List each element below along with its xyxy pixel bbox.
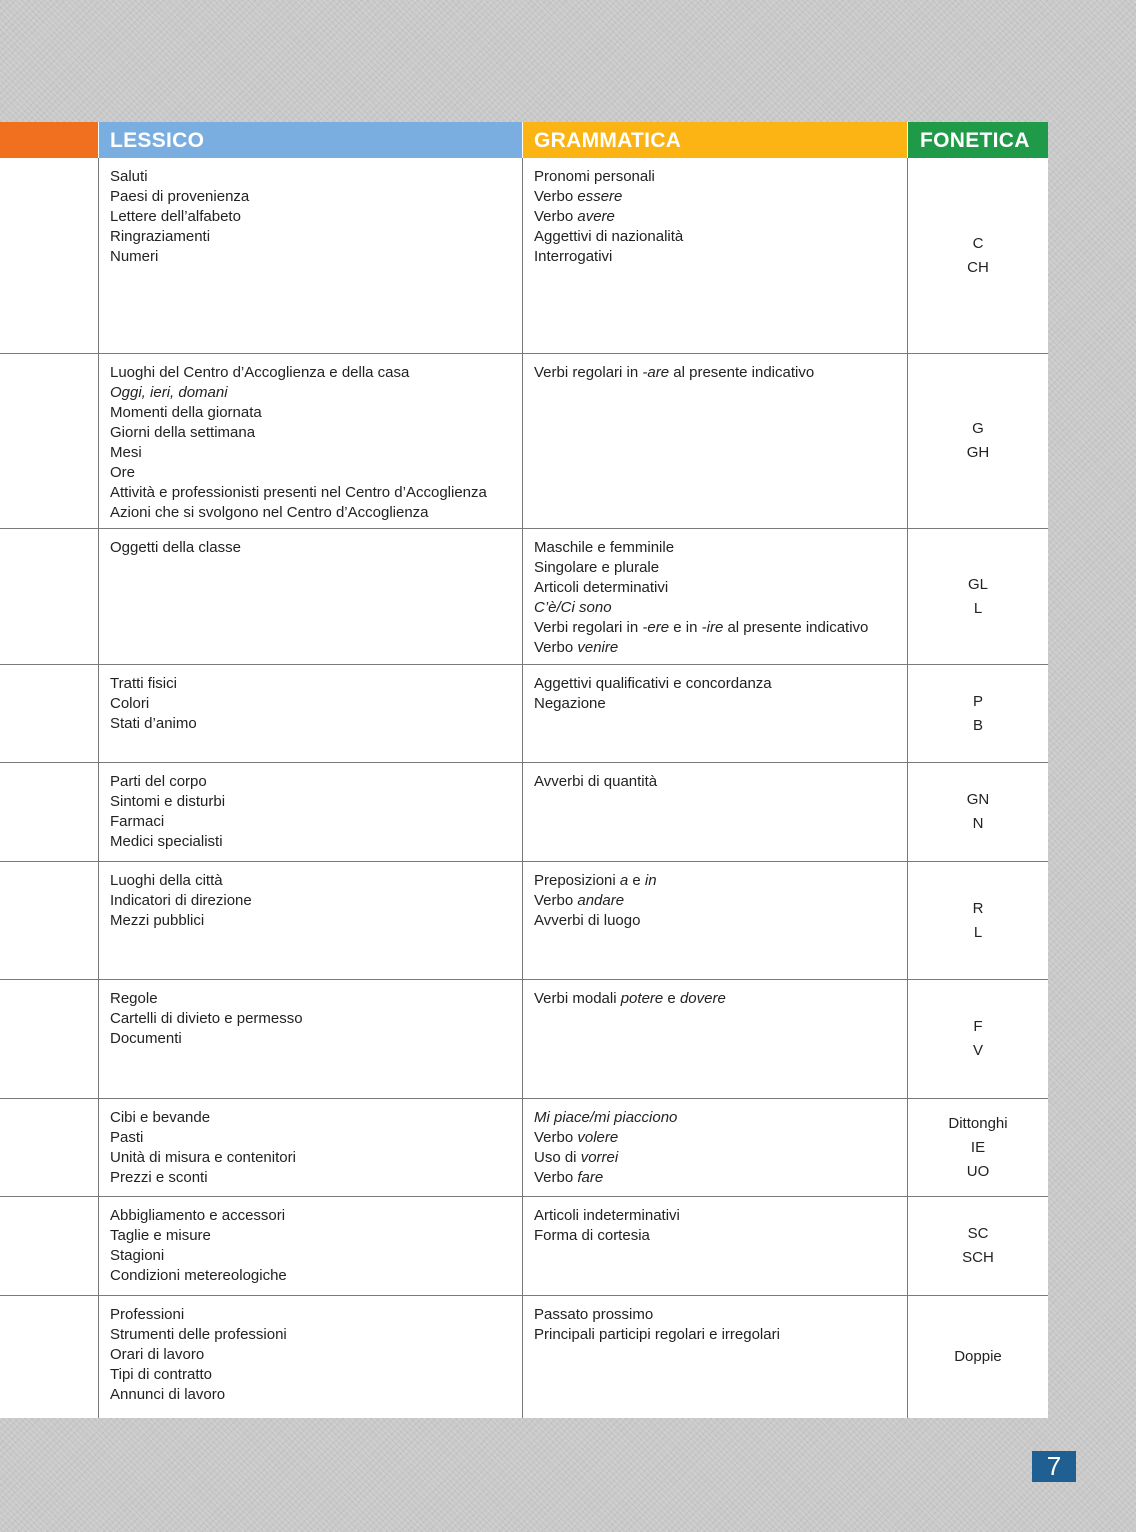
- table-row: [0, 664, 1048, 762]
- lessico-item: Medici specialisti: [110, 833, 223, 850]
- lessico-cell: [99, 665, 522, 762]
- table-row: [0, 158, 1048, 353]
- grammatica-item: [534, 694, 896, 714]
- grammatica-item: [534, 1108, 896, 1128]
- lessico-item: Ringraziamenti: [110, 228, 211, 245]
- fonetica-item: Dittonghi: [948, 1114, 1008, 1132]
- grammatica-item: [534, 247, 896, 267]
- fonetica-item: B: [972, 716, 983, 734]
- grammatica-cell: [523, 763, 907, 861]
- text-segment: Forma di cortesia: [534, 1227, 650, 1244]
- text-segment: Aggettivi di nazionalità: [534, 228, 684, 245]
- grammatica-cell: [523, 1099, 907, 1196]
- lessico-item: Mesi: [110, 444, 142, 461]
- fonetica-item: C: [972, 234, 984, 252]
- lessico-item: Mezzi pubblici: [110, 912, 205, 929]
- grammatica-cell: [523, 862, 907, 979]
- lessico-item: Orari di lavoro: [110, 1346, 205, 1363]
- lessico-item: Saluti: [110, 168, 148, 185]
- lessico-item: Documenti: [110, 1030, 182, 1047]
- lessico-item: Abbigliamento e accessori: [110, 1207, 286, 1224]
- fonetica-cell: [908, 763, 1048, 861]
- grammatica-item: [534, 638, 896, 658]
- grammatica-item: [534, 1305, 896, 1325]
- lessico-item: Numeri: [110, 248, 159, 265]
- text-segment: Aggettivi qualificativi e concordanza: [534, 675, 772, 692]
- table-row: [0, 762, 1048, 861]
- fonetica-item: N: [972, 815, 984, 832]
- lessico-item: Colori: [110, 695, 150, 712]
- italic-term: essere: [577, 188, 623, 205]
- fonetica-item: L: [973, 923, 983, 941]
- lessico-item: Prezzi e sconti: [110, 1169, 208, 1186]
- text-segment: Singolare e plurale: [534, 559, 660, 576]
- text-segment: Negazione: [534, 695, 606, 712]
- lessico-cell: [99, 1296, 522, 1418]
- italic-term: dovere: [679, 990, 726, 1007]
- grammatica-cell: [523, 158, 907, 353]
- fonetica-item: SCH: [962, 1249, 994, 1266]
- column-divider: [907, 158, 908, 1418]
- lessico-item: Parti del corpo: [110, 773, 207, 790]
- lessico-item: Sintomi e disturbi: [110, 793, 226, 810]
- grammatica-item: [534, 558, 896, 578]
- grammatica-item: [534, 578, 896, 598]
- italic-term: Oggi, ieri, domani: [110, 384, 228, 401]
- italic-term: andare: [577, 892, 625, 909]
- text-segment: Verbo: [534, 639, 578, 656]
- lessico-item: Ore: [110, 464, 136, 481]
- grammatica-item: [534, 1128, 896, 1148]
- lessico-cell: [99, 862, 522, 979]
- text-segment: Verbo: [534, 1129, 578, 1146]
- grammatica-cell: [523, 1197, 907, 1295]
- lessico-item: Momenti della giornata: [110, 404, 262, 421]
- grammatica-item: [534, 598, 896, 618]
- italic-term: Mi piace/mi piacciono: [534, 1109, 678, 1126]
- lessico-item: Cibi e bevande: [110, 1109, 211, 1126]
- fonetica-item: CH: [967, 258, 989, 276]
- grammatica-item: [534, 1226, 896, 1246]
- lessico-cell: [99, 529, 522, 664]
- lessico-item: Attività e professionisti presenti nel Centro d’Accoglienza: [110, 484, 487, 501]
- text-segment: al presente indicativo: [669, 364, 815, 381]
- fonetica-item: P: [972, 692, 983, 710]
- grammatica-item: [534, 989, 896, 1009]
- fonetica-item: G: [972, 420, 984, 437]
- italic-term: avere: [577, 208, 615, 225]
- lessico-cell: [99, 980, 522, 1098]
- lessico-item: Pasti: [110, 1129, 144, 1146]
- grammatica-item: [534, 363, 896, 383]
- fonetica-cell: [908, 158, 1048, 353]
- text-segment: e in: [669, 619, 702, 636]
- italic-term: -ere: [642, 619, 670, 636]
- text-segment: Articoli determinativi: [534, 579, 669, 596]
- lessico-item: Taglie e misure: [110, 1227, 211, 1244]
- grammatica-item: [534, 618, 896, 638]
- fonetica-cell: [908, 862, 1048, 979]
- table-row: [0, 979, 1048, 1098]
- fonetica-item: R: [972, 899, 984, 917]
- lessico-item: Luoghi della città: [110, 872, 223, 889]
- grammatica-cell: [523, 1296, 907, 1418]
- lessico-item: Regole: [110, 990, 158, 1007]
- fonetica-item: Doppie: [954, 1348, 1002, 1365]
- lessico-cell: [99, 1197, 522, 1295]
- text-segment: Uso di: [534, 1149, 581, 1166]
- lessico-item: Strumenti delle professioni: [110, 1326, 287, 1343]
- header-grammatica: GRAMMATICA: [523, 122, 907, 158]
- grammatica-item: [534, 207, 896, 227]
- text-segment: Maschile e femminile: [534, 539, 675, 556]
- lessico-cell: [99, 763, 522, 861]
- text-segment: Verbo: [534, 892, 578, 909]
- grammatica-item: [534, 167, 896, 187]
- text-segment: Verbo: [534, 188, 578, 205]
- fonetica-cell: [908, 1296, 1048, 1418]
- text-segment: Interrogativi: [534, 248, 613, 265]
- fonetica-cell: [908, 529, 1048, 664]
- lessico-item: Luoghi del Centro d’Accoglienza e della casa: [110, 364, 410, 381]
- fonetica-item: SC: [967, 1225, 989, 1242]
- fonetica-item: F: [973, 1018, 983, 1035]
- column-divider: [522, 158, 523, 1418]
- grammatica-cell: [523, 354, 907, 528]
- page-number: 7: [1032, 1451, 1076, 1482]
- lessico-item: Tratti fisici: [110, 675, 177, 692]
- lessico-item: Paesi di provenienza: [110, 188, 250, 205]
- lessico-item: Stagioni: [110, 1247, 165, 1264]
- fonetica-item: UO: [966, 1162, 990, 1180]
- italic-term: volere: [577, 1129, 619, 1146]
- grammatica-item: [534, 911, 896, 931]
- italic-term: -are: [642, 364, 670, 381]
- lessico-item: Farmaci: [110, 813, 165, 830]
- text-segment: al presente indicativo: [723, 619, 869, 636]
- text-segment: Avverbi di luogo: [534, 912, 641, 929]
- fonetica-item: IE: [970, 1138, 986, 1156]
- grammatica-item: [534, 1148, 896, 1168]
- grammatica-item: [534, 1206, 896, 1226]
- italic-term: a: [619, 872, 629, 889]
- table-row: [0, 1295, 1048, 1418]
- italic-term: fare: [577, 1169, 604, 1186]
- text-segment: Preposizioni: [534, 872, 620, 889]
- lessico-item: Professioni: [110, 1306, 185, 1323]
- lessico-item: [110, 383, 511, 403]
- lessico-item: Tipi di contratto: [110, 1366, 212, 1383]
- fonetica-cell: [908, 980, 1048, 1098]
- fonetica-item: GH: [966, 444, 990, 461]
- grammatica-item: [534, 772, 896, 792]
- lessico-item: Unità di misura e contenitori: [110, 1149, 296, 1166]
- text-segment: Verbi modali: [534, 990, 621, 1007]
- table-row: [0, 353, 1048, 528]
- table-row: [0, 1098, 1048, 1196]
- grammatica-cell: [523, 980, 907, 1098]
- column-divider: [98, 158, 99, 1418]
- lessico-cell: [99, 158, 522, 353]
- grammatica-cell: [523, 529, 907, 664]
- grammatica-item: [534, 891, 896, 911]
- lessico-item: Lettere dell’alfabeto: [110, 208, 241, 225]
- grammatica-cell: [523, 665, 907, 762]
- italic-term: potere: [620, 990, 664, 1007]
- text-segment: Verbo: [534, 208, 578, 225]
- grammatica-item: [534, 871, 896, 891]
- text-segment: Avverbi di quantità: [534, 773, 658, 790]
- lessico-item: Stati d’animo: [110, 715, 197, 732]
- text-segment: Verbi regolari in: [534, 364, 643, 381]
- table-row: [0, 861, 1048, 979]
- header-fonetica: FONETICA: [908, 122, 1048, 158]
- grammatica-item: [534, 538, 896, 558]
- text-segment: Passato prossimo: [534, 1306, 654, 1323]
- fonetica-item: GL: [967, 575, 988, 593]
- lessico-item: Indicatori di direzione: [110, 892, 252, 909]
- lessico-cell: [99, 354, 522, 528]
- lessico-item: Oggetti della classe: [110, 539, 241, 556]
- lessico-item: Cartelli di divieto e permesso: [110, 1010, 303, 1027]
- grammatica-item: [534, 1168, 896, 1188]
- italic-term: -ire: [701, 619, 724, 636]
- grammatica-item: [534, 674, 896, 694]
- header-unit-column: [0, 122, 98, 158]
- lessico-item: Azioni che si svolgono nel Centro d’Accoglienza: [110, 504, 429, 521]
- italic-term: in: [644, 872, 657, 889]
- table-row: [0, 1196, 1048, 1295]
- text-segment: Verbi regolari in: [534, 619, 643, 636]
- grammatica-item: [534, 1325, 896, 1345]
- fonetica-item: GN: [966, 791, 990, 808]
- italic-term: vorrei: [580, 1149, 619, 1166]
- fonetica-cell: [908, 1099, 1048, 1196]
- lessico-item: Giorni della settimana: [110, 424, 256, 441]
- text-segment: Articoli indeterminativi: [534, 1207, 680, 1224]
- italic-term: C’è/Ci sono: [534, 599, 612, 616]
- text-segment: e: [663, 990, 680, 1007]
- fonetica-cell: [908, 354, 1048, 528]
- table-row: [0, 528, 1048, 664]
- fonetica-cell: [908, 1197, 1048, 1295]
- text-segment: Principali participi regolari e irregolari: [534, 1326, 780, 1343]
- text-segment: e: [628, 872, 645, 889]
- fonetica-item: L: [973, 599, 983, 617]
- fonetica-item: V: [972, 1042, 983, 1059]
- lessico-item: Condizioni metereologiche: [110, 1267, 287, 1284]
- fonetica-cell: [908, 665, 1048, 762]
- lessico-item: Annunci di lavoro: [110, 1386, 226, 1403]
- text-segment: Pronomi personali: [534, 168, 655, 185]
- italic-term: venire: [577, 639, 619, 656]
- lessico-cell: [99, 1099, 522, 1196]
- header-lessico: LESSICO: [99, 122, 522, 158]
- syllabus-table: [0, 122, 1048, 1418]
- text-segment: Verbo: [534, 1169, 578, 1186]
- grammatica-item: [534, 227, 896, 247]
- grammatica-item: [534, 187, 896, 207]
